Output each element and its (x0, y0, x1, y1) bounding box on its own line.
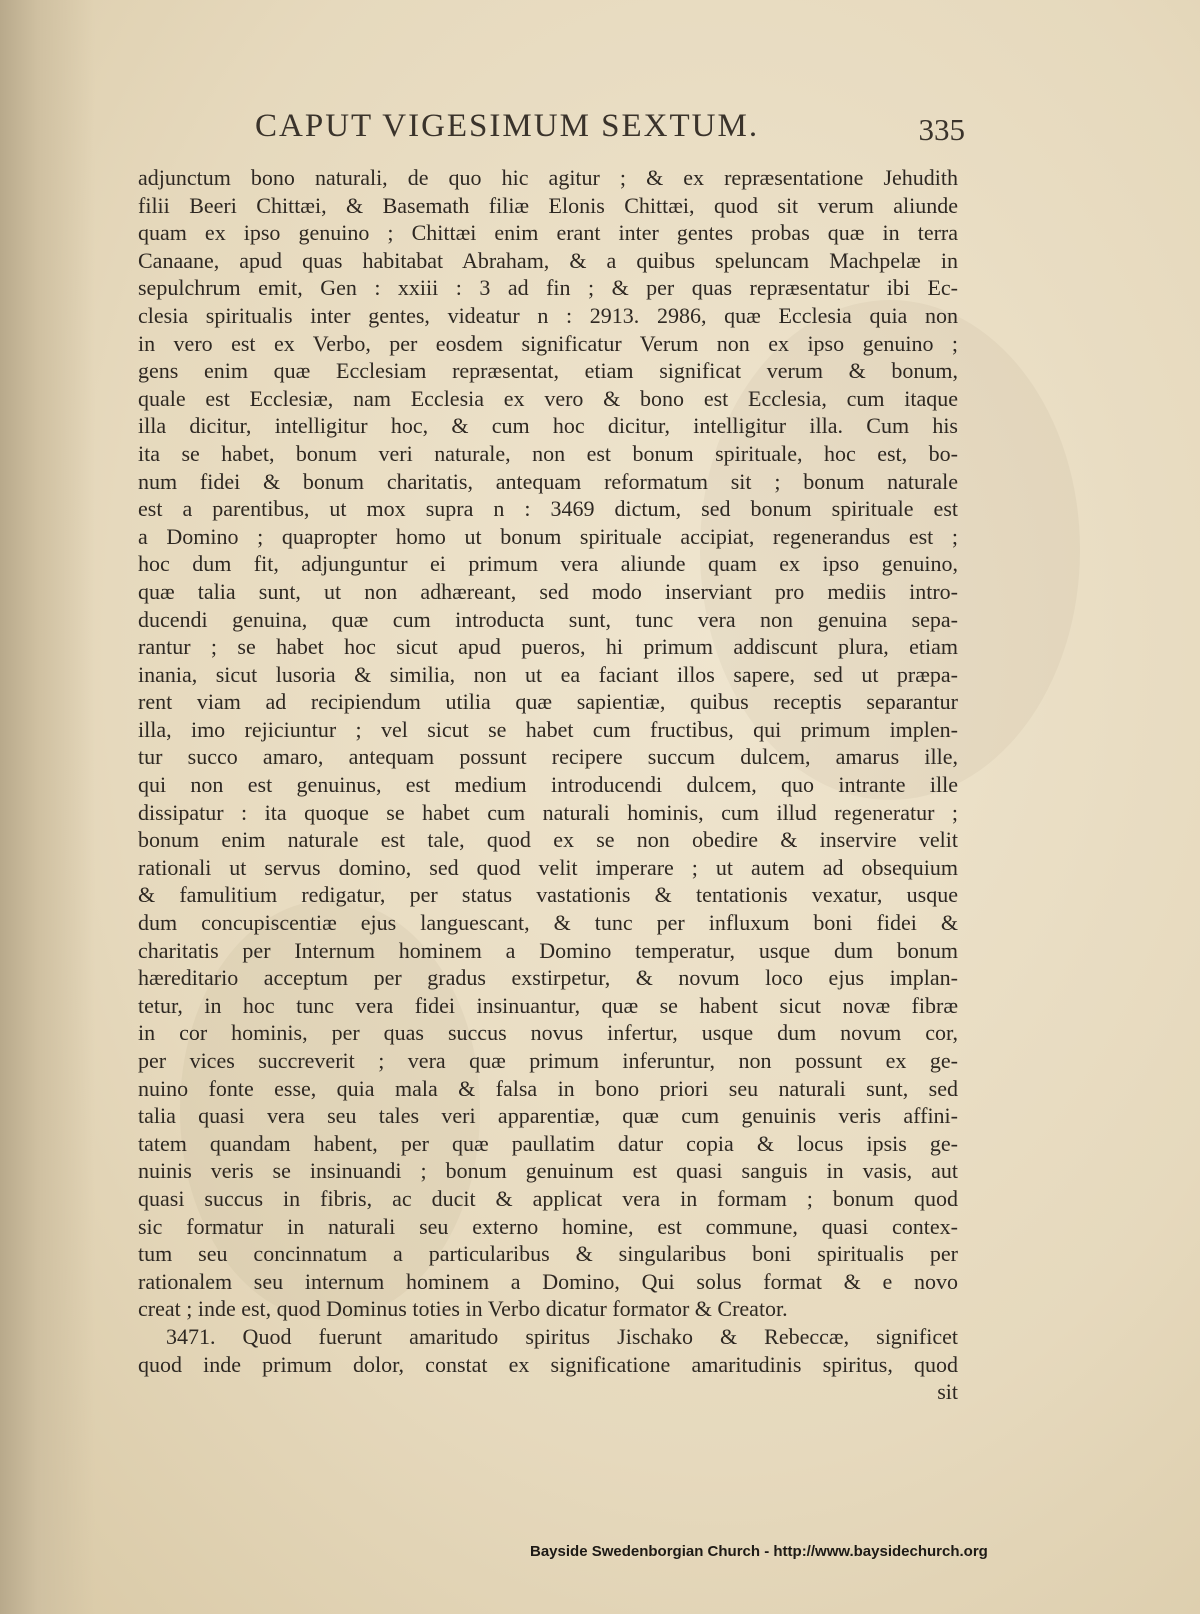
text-line: sic formatur in naturali seu externo homine, est commune, quasi contex- (138, 1213, 958, 1239)
paragraph-start-3471: 3471. Quod fuerunt amaritudo spiritus Jischako & Rebeccæ, significet (166, 1323, 958, 1349)
text-line: ducendi genuina, quæ cum introducta sunt, tunc vera non genuina sepa- (138, 606, 958, 632)
text-line: talia quasi vera seu tales veri apparentiæ, quæ cum genuinis veris affini- (138, 1103, 958, 1129)
catchword: sit (937, 1379, 958, 1405)
text-line: quæ talia sunt, ut non adhæreant, sed modo inserviant pro mediis intro- (138, 578, 958, 604)
text-line: illa dicitur, intelligitur hoc, & cum hoc dicitur, intelligitur illa. Cum his (138, 413, 958, 439)
text-line: hoc dum fit, adjunguntur ei primum vera aliunde quam ex ipso genuino, (138, 551, 958, 577)
text-line: tetur, in hoc tunc vera fidei insinuantur, quæ se habent sicut novæ fibræ (138, 992, 958, 1018)
running-head (255, 108, 965, 158)
text-line: creat ; inde est, quod Dominus toties in Verbo dicatur formator & Creator. (138, 1296, 788, 1322)
text-line: quam ex ipso genuino ; Chittæi enim erant inter gentes probas quæ in terra (138, 220, 958, 246)
text-line: Canaane, apud quas habitabat Abraham, & a quibus speluncam Machpelæ in (138, 247, 958, 273)
text-line: est a parentibus, ut mox supra n : 3469 dictum, sed bonum spirituale est (138, 496, 958, 522)
text-line: nuinis veris se insinuandi ; bonum genuinum est quasi sanguis in vasis, aut (138, 1158, 958, 1184)
text-line: bonum enim naturale est tale, quod ex se non obedire & inservire velit (138, 827, 958, 853)
text-line: sepulchrum emit, Gen : xxiii : 3 ad fin ; & per quas repræsentatur ibi Ec- (138, 275, 958, 301)
text-line: dissipatur : ita quoque se habet cum naturali hominis, cum illud regeneratur ; (138, 799, 958, 825)
text-line: a Domino ; quapropter homo ut bonum spirituale accipiat, regenerandus est ; (138, 523, 958, 549)
text-line: gens enim quæ Ecclesiam repræsentat, etiam significat verum & bonum, (138, 358, 958, 384)
text-line: hæreditario acceptum per gradus exstirpetur, & novum loco ejus implan- (138, 965, 958, 991)
text-line: adjunctum bono naturali, de quo hic agitur ; & ex repræsentatione Jehudith (138, 165, 958, 190)
text-line: & famulitium redigatur, per status vastationis & tentationis vexatur, usque (138, 882, 958, 908)
text-line: tur succo amaro, antequam possunt recipere succum dulcem, amarus ille, (138, 744, 958, 770)
text-line: charitatis per Internum hominem a Domino temperatur, usque dum bonum (138, 937, 958, 963)
text-line: rent viam ad recipiendum utilia quæ sapientiæ, quibus receptis separantur (138, 689, 958, 715)
text-line: quale est Ecclesiæ, nam Ecclesia ex vero & bono est Ecclesia, cum itaque (138, 385, 958, 411)
text-line: num fidei & bonum charitatis, antequam reformatum sit ; bonum naturale (138, 468, 958, 494)
text-line: qui non est genuinus, est medium introducendi dulcem, quo intrante ille (138, 772, 958, 798)
page-number: 335 (918, 112, 965, 147)
text-line: tum seu concinnatum a particularibus & singularibus boni spiritualis per (138, 1241, 958, 1267)
text-line: nuino fonte esse, quia mala & falsa in bono priori seu naturali sunt, sed (138, 1075, 958, 1101)
text-line: clesia spiritualis inter gentes, videatur n : 2913. 2986, quæ Ecclesia quia non (138, 302, 958, 328)
text-line: in vero est ex Verbo, per eosdem significatur Verum non ex ipso genuino ; (138, 330, 958, 356)
text-line: filii Beeri Chittæi, & Basemath filiæ Elonis Chittæi, quod sit verum aliunde (138, 192, 958, 218)
footer-credit: Bayside Swedenborgian Church - http://www.baysidechurch.org (530, 1543, 988, 1560)
text-line: per vices succreverit ; vera quæ primum inferuntur, non possunt ex ge- (138, 1048, 958, 1073)
text-line: in cor hominis, per quas succus novus infertur, usque dum novum cor, (138, 1020, 958, 1046)
text-line: quasi succus in fibris, ac ducit & applicat vera in formam ; bonum quod (138, 1185, 958, 1211)
text-line: illa, imo rejiciuntur ; vel sicut se habet cum fructibus, qui primum implen- (138, 716, 958, 742)
page-gutter-shadow (0, 0, 95, 1614)
text-line: tatem quandam habent, per quæ paullatim datur copia & locus ipsis ge- (138, 1130, 958, 1156)
text-line: inania, sicut lusoria & similia, non ut ea faciant illos sapere, sed ut præpa- (138, 661, 958, 687)
text-line: quod inde primum dolor, constat ex significatione amaritudinis spiritus, quod (138, 1351, 958, 1377)
chapter-title: CAPUT VIGESIMUM SEXTUM. (255, 108, 760, 144)
text-line: rantur ; se habet hoc sicut apud pueros, hi primum addiscunt plura, etiam (138, 634, 958, 660)
text-line: ita se habet, bonum veri naturale, non est bonum spirituale, hoc est, bo- (138, 440, 958, 466)
text-line: rationalem seu internum hominem a Domino, Qui solus format & e novo (138, 1268, 958, 1294)
text-line: rationali ut servus domino, sed quod velit imperare ; ut autem ad obsequium (138, 854, 958, 880)
text-line: dum concupiscentiæ ejus languescant, & tunc per influxum boni fidei & (138, 910, 958, 936)
body-text (138, 164, 958, 1406)
